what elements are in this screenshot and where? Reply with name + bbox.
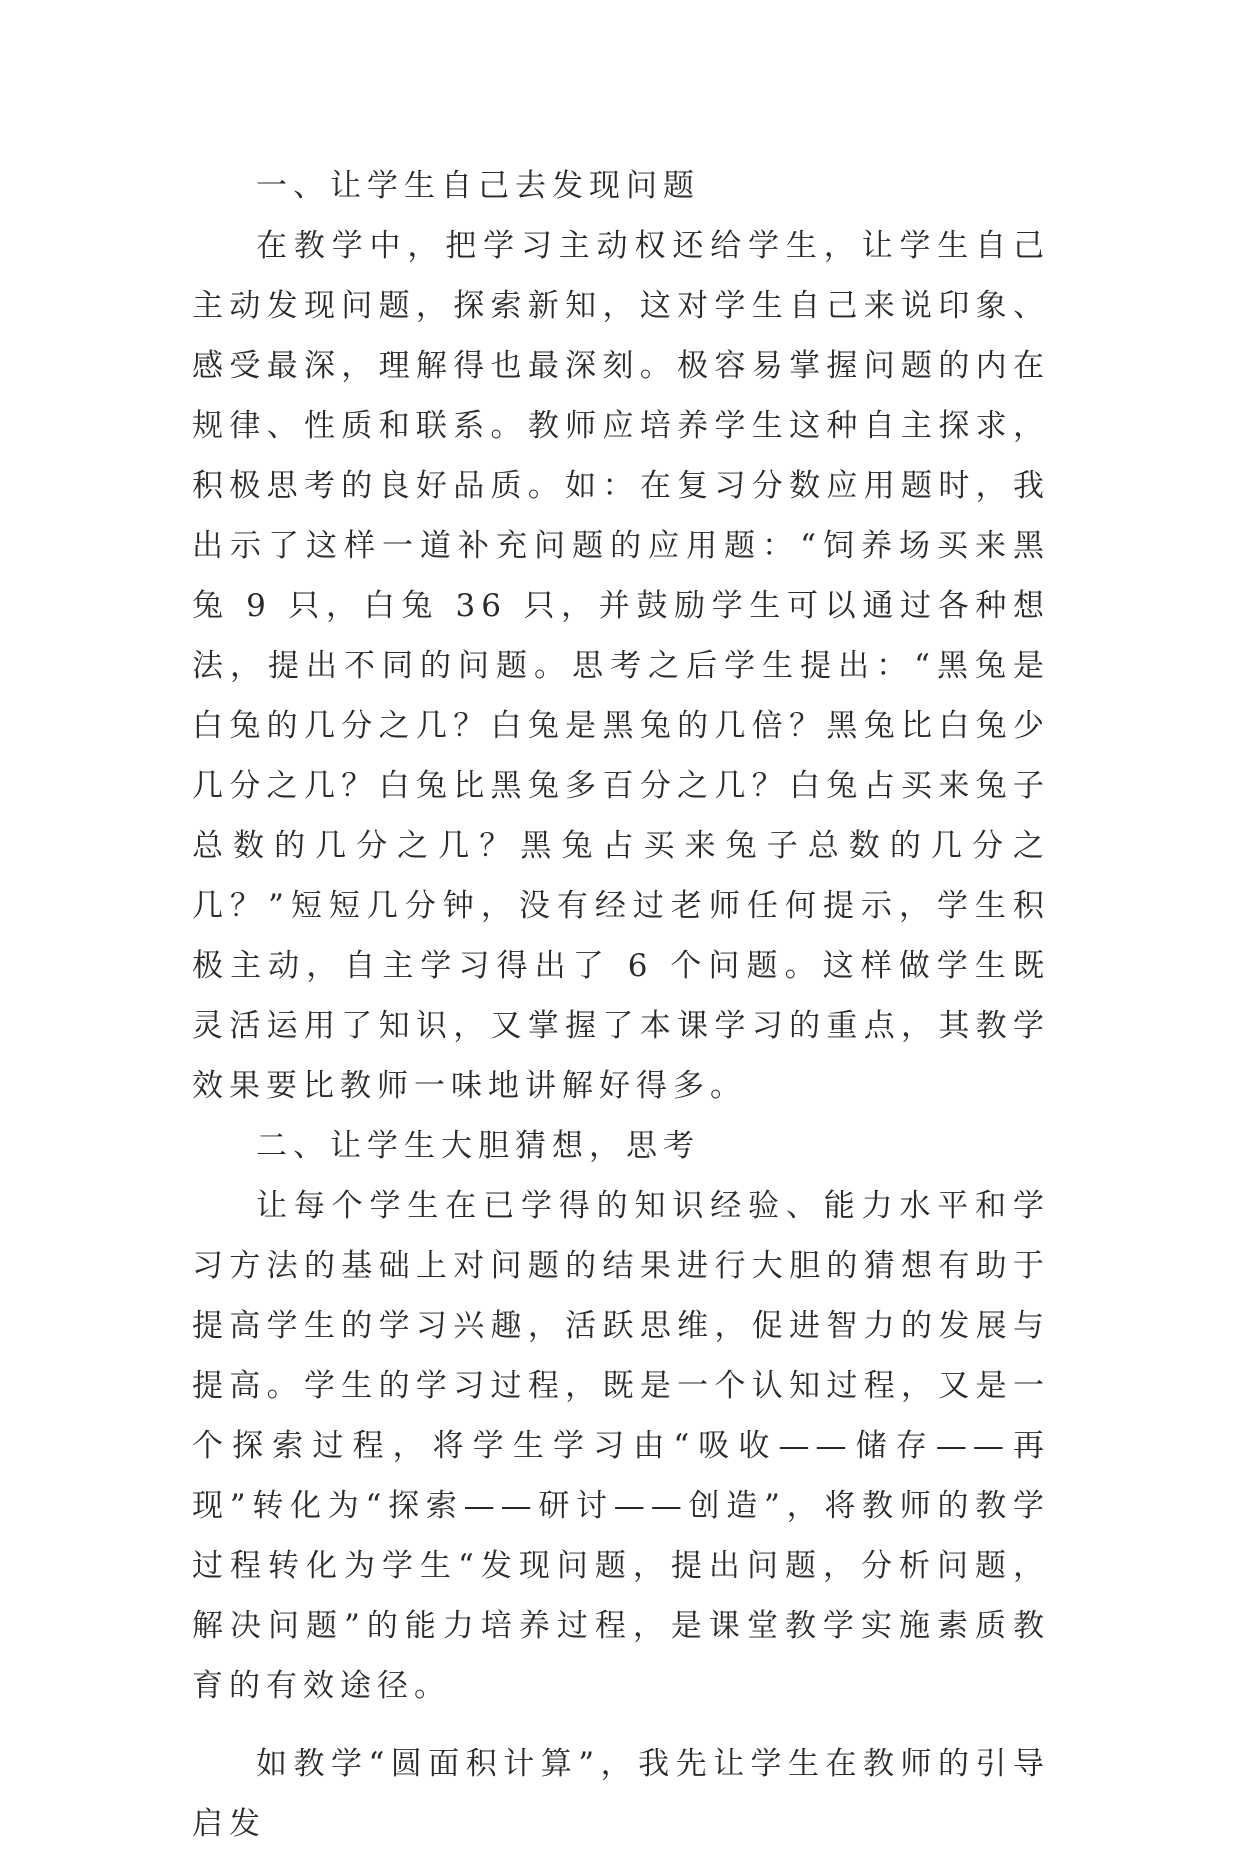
paragraph-spacer [192,1716,1050,1734]
paragraph-2: 让每个学生在已学得的知识经验、能力水平和学习方法的基础上对问题的结果进行大胆的猜想有助于提高学生的学习兴趣，活跃思维，促进智力的发展与提高。学生的学习过程，既是一个认知过程，又是一个探索过程，将学生学习由“吸收——储存——再现”转化为“探索——研讨——创造”，将教师的教学过程转化为学生“发现问题，提出问题，分析问题，解决问题”的能力培养过程，是课堂教学实施素质教育的有效途径。 [192,1188,1050,1704]
paragraph-3: 如教学“圆面积计算”，我先让学生在教师的引导启发 [192,1746,1050,1842]
section-heading-2: 二、让学生大胆猜想，思考 [256,1128,700,1164]
section-heading-1: 一、让学生自己去发现问题 [256,168,700,204]
document-body [192,156,1050,1854]
paragraph-1: 在教学中，把学习主动权还给学生，让学生自己主动发现问题，探索新知，这对学生自己来说印象、感受最深，理解得也最深刻。极容易掌握问题的内在规律、性质和联系。教师应培养学生这种自主探求，积极思考的良好品质。如：在复习分数应用题时，我出示了这样一道补充问题的应用题：“饲养场买来黑兔 9 只，白兔 36 只，并鼓励学生可以通过各种想法，提出不同的问题。思考之后学生提出：“黑兔是白兔的几分之几？白兔是黑兔的几倍？黑兔比白兔少几分之几？白兔比黑兔多百分之几？白兔占买来兔子总数的几分之几？黑兔占买来兔子总数的几分之几？”短短几分钟，没有经过老师任何提示，学生积极主动，自主学习得出了 6 个问题。这样做学生既灵活运用了知识，又掌握了本课学习的重点，其教学效果要比教师一味地讲解好得多。 [192,228,1050,1104]
